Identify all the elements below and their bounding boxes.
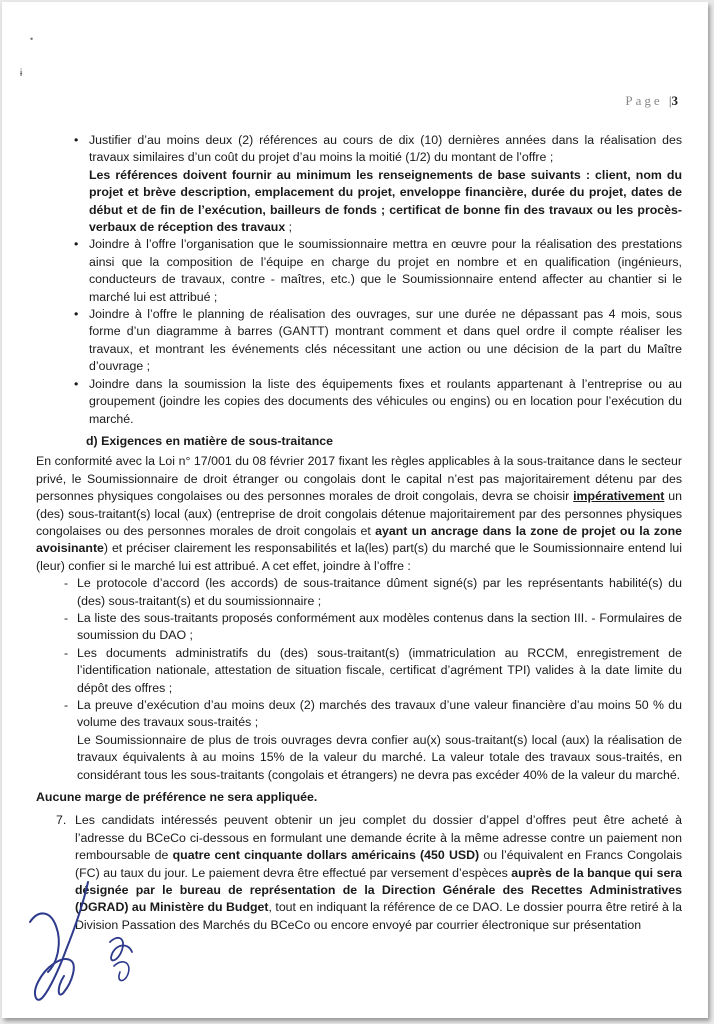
intro-imperativement: impérativement xyxy=(573,489,665,504)
dash-item-preuve: - La preuve d’exécution d’au moins deux (2) marchés des travaux d’une valeur financière d’au moins 50 % du volume des travaux sous-traités ; xyxy=(36,697,682,732)
dash-item-liste: - La liste des sous-traitants proposés conformément aux modèles contenus dans la section III. - Formulaires de soumission du DAO ; xyxy=(36,610,682,645)
item-7-text-2: ou l’équivalent en Francs Congolais (FC) au taux du jour. Le paiement devra être effectué par versement d’espèces xyxy=(75,848,682,880)
item-7-number: 7. xyxy=(56,813,67,828)
bullet-references-tail: ; xyxy=(285,220,293,235)
intro-part-2: un (des) sous-traitant(s) local (aux) (entreprise de droit congolais détenue majoritairement par des personnes physiques congolaises ou des personnes morales de droit congolais et xyxy=(36,489,682,538)
intro-part-3: ) et préciser clairement les responsabilités et la(les) part(s) du marché que le Soumissionnaire entend lui (leur) confier si le marché lui est attribué. A cet effet, joindre à l’offre : xyxy=(36,541,682,573)
page-number: 3 xyxy=(671,93,678,108)
intro-part-1: En conformité avec la Loi n° 17/001 du 08 février 2017 fixant les règles applicables à la sous-traitance dans le secteur privé, le Soumissionnaire de droit étranger ou congolais dont le capital n’est pas majoritairement détenu par des personnes physiques congolaises ou des personnes morales de droit congolais, devra se choisir xyxy=(36,454,682,504)
handwritten-signature xyxy=(26,880,176,1010)
requirements-list xyxy=(36,132,682,428)
dash-item-documents: - Les documents administratifs du (des) sous-traitant(s) (immatriculation au RCCM, enregistrement de l’identification nationale, attestation de situation fiscale, certificat d’agrément TPI) valides à la date limite du dépôt des offres ; xyxy=(36,645,682,697)
section-d-intro xyxy=(36,453,682,575)
item-7-bank: auprès de la banque qui sera désignée par le bureau de représentation de la Direction Générale des Recettes Administratives (DGRAD) au Ministère du Budget xyxy=(75,865,682,915)
page-separator: | xyxy=(668,93,672,108)
document-body xyxy=(36,132,682,934)
section-d-heading: d) Exigences en matière de sous-traitance xyxy=(86,433,333,448)
scan-mark-top: • xyxy=(30,34,34,44)
item-7-text-1: Les candidats intéressés peuvent obtenir un jeu complet du dossier d’appel d’offres peut être acheté à l’adresse du BCeCo ci-dessous en formulant une demande écrite à la même adresse contre un paiement non remboursable de xyxy=(75,813,682,863)
page-label: Page xyxy=(625,93,663,108)
signature-stroke-1 xyxy=(35,882,88,1000)
page-number-header xyxy=(625,93,678,109)
bullet-references-text: Justifier d’au moins deux (2) références au cours de dix (10) dernières années dans la réalisation des travaux similaires d’un coût du projet d’au moins la moitié (1/2) du montant de l’offre ; xyxy=(89,133,682,165)
bullet-equipements: • Joindre dans la soumission la liste des équipements fixes et roulants appartenant à l’entreprise ou au groupement (joindre les copies des documents des véhicules ou engins) ou en location pour l’exécution du marché. xyxy=(36,376,682,428)
bullet-references-bold: Les références doivent fournir au minimum les renseignements de base suivants : client, nom du projet et brève description, emplacement du projet, enveloppe financière, durée du projet, dates de début et de fin de l’exécution, bailleurs de fonds ; certificat de bonne fin des travaux ou les procès-verbaux de réception des travaux xyxy=(89,167,682,235)
bullet-planning: • Joindre à l’offre le planning de réalisation des ouvrages, sur une durée ne dépassant pas 4 mois, sous forme d’un diagramme à barres (GANTT) montrant comment et dans quel ordre il compte réaliser les travaux, et montrant les événements clés nécessitant une action ou une décision de la part du Maître d’ouvrage ; xyxy=(36,306,682,376)
subcontracting-list xyxy=(36,575,682,732)
dash-item-protocole: - Le protocole d’accord (les accords) de sous-traitance dûment signé(s) par les représentants habilité(s) du (des) sous-traitant(s) et du soumissionnaire ; xyxy=(36,575,682,610)
bullet-references xyxy=(36,132,682,236)
subcontracting-sub-paragraph: Le Soumissionnaire de plus de trois ouvrages devra confier au(x) sous-traitant(s) local (aux) la réalisation de travaux équivalents à au moins 15% de la valeur du marché. La valeur totale des travaux sous-traités, en considérant tous les sous-traitants (congolais et étrangers) ne devra pas excéder 40% de la valeur du marché. xyxy=(77,732,682,782)
intro-ancrage: ayant un ancrage dans la zone de projet ou la zone avoisinante xyxy=(36,523,682,556)
scan-mark-second: ɨ xyxy=(20,68,23,79)
preference-margin-note: Aucune marge de préférence ne sera appliquée. xyxy=(36,790,318,805)
item-7-amount: quatre cent cinquante dollars américains (450 USD) xyxy=(172,848,480,863)
bullet-organisation: • Joindre à l’offre l’organisation que le soumissionnaire mettra en œuvre pour la réalisation des prestations ainsi que la composition de l’équipe en charge du projet en nombre et en qualification (ingénieurs, conducteurs de travaux, contre - maîtres, etc.) que le Soumissionnaire entend affecter au chantier si le marché lui est attribué ; xyxy=(36,236,682,306)
document-page xyxy=(2,2,708,1018)
signature-stroke-2 xyxy=(30,913,59,972)
item-7-text-3: , tout en indiquant la référence de ce DAO. Le dossier pourra être retiré à la Division Passation des Marchés du BCeCo ou encore envoyé par courrier électronique sur présentation xyxy=(75,900,682,932)
signature-stroke-4 xyxy=(114,962,129,981)
signature-stroke-3 xyxy=(110,938,132,961)
